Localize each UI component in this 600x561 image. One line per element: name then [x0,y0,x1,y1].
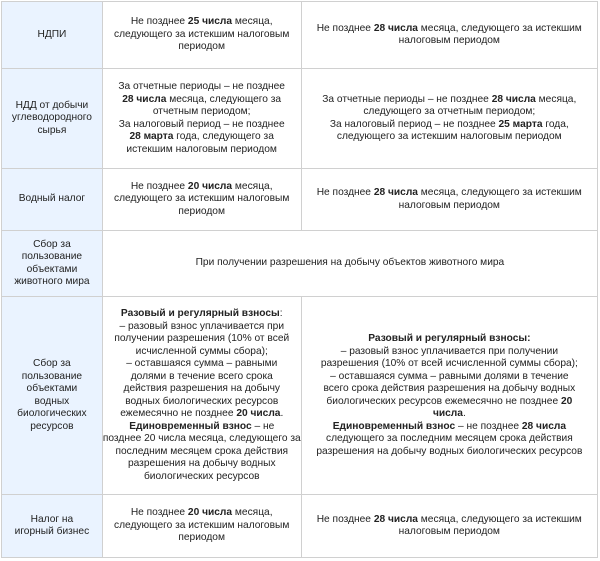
cell-text-line: следующего за последним месяцем срока действия [325,433,573,444]
cell-text-line: Не позднее 28 числа месяца, следующего за истекшим [316,187,582,198]
cell-text-line: За налоговый период – не позднее [118,118,285,130]
deadline-cell-merged [103,231,598,296]
cell-text-line: разрешения (10% от всей исчисленной суммы сбора); [320,358,578,369]
cell-text-line: Налог на [30,513,74,525]
cell-text-line: биологических ресурсов ежемесячно не позднее 20 [326,395,573,407]
cell-text-line: сырья [37,124,67,136]
cell-text-line: биологических [17,408,87,419]
deadline-cell-new [302,169,599,230]
cell-text-line: – разовый взнос уплачивается при получении [340,345,559,357]
cell-text-line: игорный бизнес [14,526,90,537]
cell-text-line: получении разрешения (10% от всей [114,333,290,344]
cell-text-line: Разовый и регулярный взносы: [368,333,531,344]
cell-text-line: Единовременный взнос – не [129,420,275,432]
cell-text-line: 28 числа месяца, следующего за [122,93,282,105]
cell-text-line: НДПИ [37,28,67,40]
cell-text-line: Не позднее 28 числа месяца, следующего за истекшим [316,513,582,525]
cell-text-line: объектами [26,263,78,275]
deadline-cell-current [103,2,302,68]
cell-text-line: углеводородного [11,112,92,124]
cell-text-line: следующего за истекшим налоговым [114,519,290,531]
table-row [2,169,598,231]
cell-text-line: При получении разрешения на добычу объектов животного мира [195,257,505,269]
deadline-cell-new [302,495,599,557]
cell-text-line: всего срока действия разрешения на добычу водных [323,383,576,394]
cell-text-line: налоговым периодом [398,35,500,46]
cell-text-line: За налоговый период – не позднее 25 марта года, [329,118,569,130]
cell-text-line: долями в течение всего срока [130,370,273,382]
cell-text-line: Сбор за [33,238,71,250]
deadline-cell-new [302,2,599,68]
cell-text-line: последним месяцем срока действия [115,445,289,457]
cell-text-line: 28 марта года, следующего за [129,131,274,142]
cell-text-line: животного мира [14,276,90,287]
cell-text-line: НДД от добычи [15,99,89,111]
cell-text-line: – разовый взнос уплачивается при [119,320,285,332]
tax-name-cell [2,495,103,557]
cell-text-line: Не позднее 25 числа месяца, [130,16,273,28]
cell-text-line: пользование [21,251,83,262]
cell-text-line: За отчетные периоды – не позднее 28 числа месяца, [322,93,577,105]
deadline-cell-current [103,495,302,557]
cell-text-line: Разовый и регулярный взносы: [120,308,283,319]
cell-text-line: налоговым периодом [398,199,500,211]
cell-text-line: следующего за отчетным периодом; [363,106,536,117]
cell-text-line: ежемесячно не позднее 20 числа. [120,408,284,419]
table-row [2,297,598,495]
cell-text-line: исчисленной суммы сбора); [135,345,268,357]
cell-text-line: периодом [178,41,225,53]
deadline-cell-new [302,69,599,168]
cell-text-line: – оставшаяся сумма – равными долями в течение [330,370,569,382]
cell-text-line: водных [34,395,70,407]
cell-text-line: разрешения на добычу водных биологических ресурсов [316,445,583,457]
cell-text-line: – оставшаяся сумма – равными [126,358,278,369]
cell-text-line: периодом [178,205,225,217]
cell-text-line: числа. [432,408,466,419]
deadline-cell-current [103,169,302,230]
tax-name-cell [2,297,103,494]
cell-text-line: следующего за истекшим налоговым [114,193,290,205]
cell-text-line: Водный налог [18,193,86,205]
cell-text-line: действия разрешения на добычу [123,383,281,394]
cell-text-line: водных биологических ресурсов [125,395,279,407]
cell-text-line: биологических ресурсов [143,470,260,482]
tax-name-cell [2,169,103,230]
cell-text-line: Не позднее 20 числа месяца, [130,507,273,519]
cell-text-line: следующего за истекшим налоговым [114,28,290,40]
cell-text-line: Не позднее 28 числа месяца, следующего за истекшим [316,22,582,34]
deadline-cell-current [103,297,302,494]
cell-text-line: отчетным периодом; [152,106,251,117]
deadline-cell-new [302,297,598,494]
cell-text-line: ресурсов [30,420,74,432]
cell-text-line: следующего за истекшим налоговым периодом [336,131,562,142]
table-row [2,2,598,69]
cell-text-line: периодом [178,532,225,544]
tax-name-cell [2,231,103,296]
cell-text-line: Не позднее 20 числа месяца, [130,180,273,192]
cell-text-line: Сбор за [33,358,71,369]
cell-text-line: Единовременный взнос – не позднее 28 числа [332,420,567,432]
cell-text-line: позднее 20 числа месяца, следующего за [102,433,301,444]
table-row [2,495,598,558]
cell-text-line: разрешения на добычу водных [127,458,276,469]
cell-text-line: За отчетные периоды – не позднее [118,81,285,92]
payment-deadlines-table [1,1,598,558]
cell-text-line: налоговым периодом [398,526,500,537]
tax-name-cell [2,2,103,68]
cell-text-line: истекшим налоговым периодом [126,143,277,155]
tax-name-cell [2,69,103,168]
table-row [2,231,598,297]
cell-text-line: объектами [26,383,78,394]
cell-text-line: пользование [21,370,83,382]
deadline-cell-current [103,69,302,168]
table-row [2,69,598,169]
